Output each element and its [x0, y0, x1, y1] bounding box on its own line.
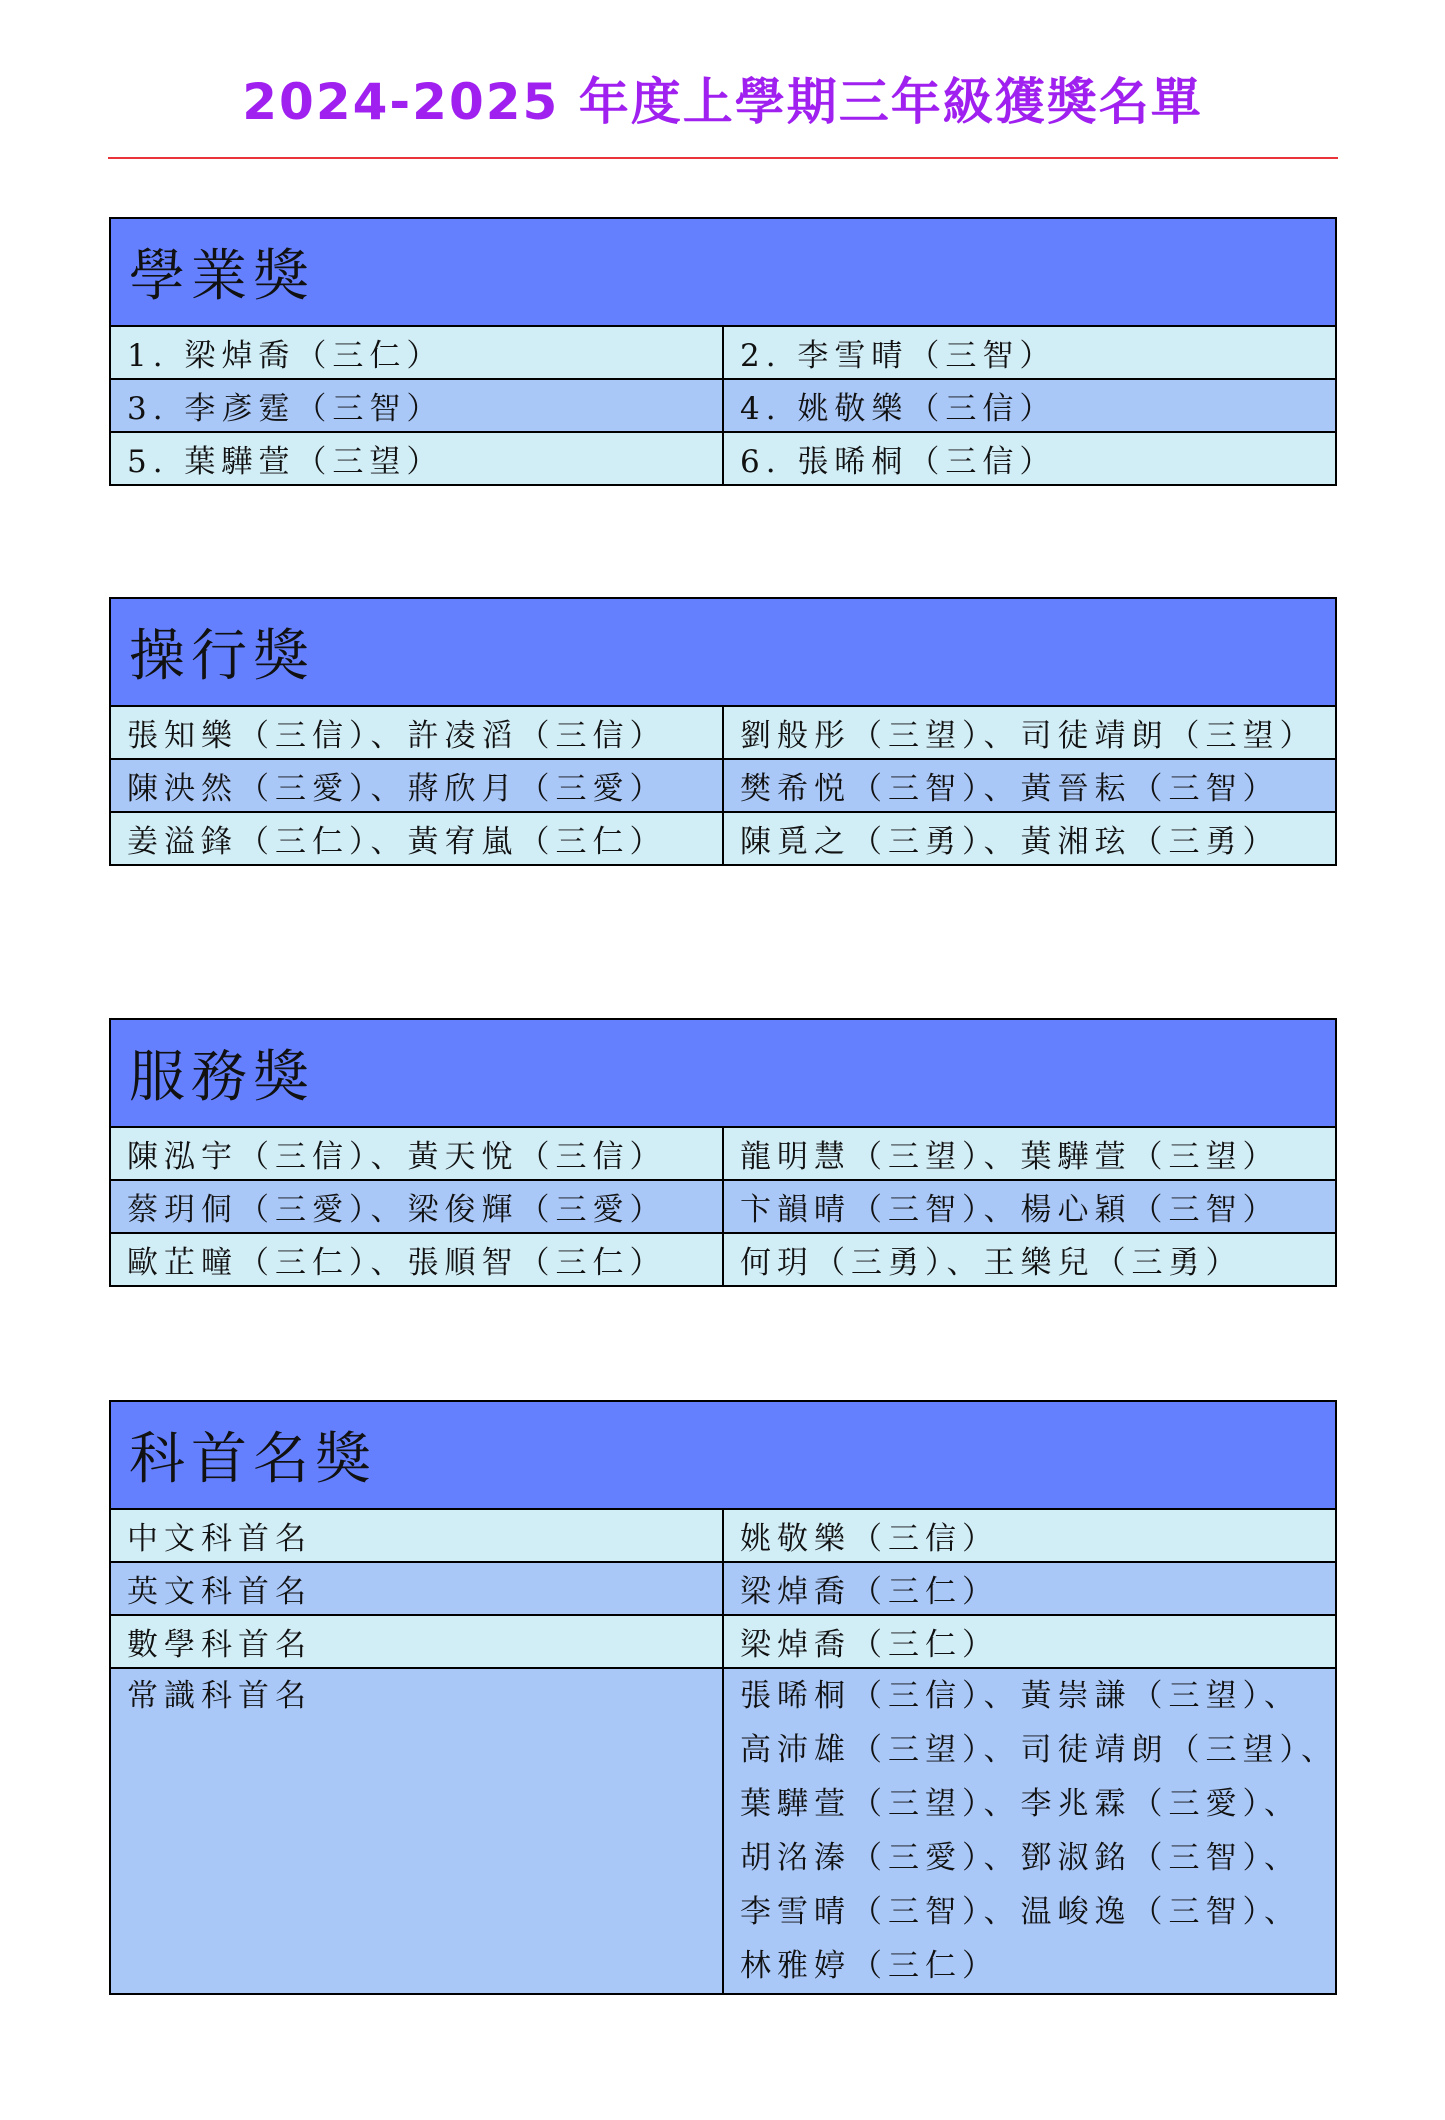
academic-award-table — [109, 217, 1337, 486]
table-row — [110, 1668, 1336, 1994]
award-cell: 劉般彤（三望）、司徒靖朗（三望） — [723, 706, 1336, 759]
table-row — [110, 1615, 1336, 1668]
award-cell: 2. 李雪晴（三智） — [723, 326, 1336, 379]
award-cell: 陳泱然（三愛）、蔣欣月（三愛） — [110, 759, 723, 812]
academic-award-heading: 學業獎 — [110, 218, 1336, 326]
award-cell: 姜溢鋒（三仁）、黃宥嵐（三仁） — [110, 812, 723, 865]
award-cell: 5. 葉驊萱（三望） — [110, 432, 723, 485]
table-row — [110, 812, 1336, 865]
award-cell: 張知樂（三信）、許凌滔（三信） — [110, 706, 723, 759]
table-row — [110, 1509, 1336, 1562]
winner-line: 李雪晴（三智）、温峻逸（三智）、 — [740, 1894, 1301, 1930]
winner-list-cell — [723, 1668, 1336, 1994]
service-award-table — [109, 1018, 1337, 1287]
table-row — [110, 1562, 1336, 1615]
conduct-award-table — [109, 597, 1337, 866]
table-row — [110, 326, 1336, 379]
page-title: 2024-2025 年度上學期三年級獲獎名單 — [242, 73, 1203, 131]
table-row — [110, 1233, 1336, 1286]
award-cell: 陳泓宇（三信）、黃天悅（三信） — [110, 1127, 723, 1180]
subject-cell: 英文科首名 — [110, 1562, 723, 1615]
award-cell: 樊希悦（三智）、黃晉耘（三智） — [723, 759, 1336, 812]
winner-line: 張晞桐（三信）、黃崇謙（三望）、 — [740, 1678, 1301, 1714]
subject-top-award-table — [109, 1400, 1337, 1995]
winner-line: 高沛雄（三望）、司徒靖朗（三望）、 — [740, 1732, 1338, 1768]
award-cell: 4. 姚敬樂（三信） — [723, 379, 1336, 432]
winner-cell: 梁焯喬（三仁） — [723, 1562, 1336, 1615]
award-cell: 1. 梁焯喬（三仁） — [110, 326, 723, 379]
winner-line: 葉驊萱（三望）、李兆霖（三愛）、 — [740, 1786, 1301, 1822]
award-cell: 何玥（三勇）、王樂兒（三勇） — [723, 1233, 1336, 1286]
winner-cell: 梁焯喬（三仁） — [723, 1615, 1336, 1668]
award-cell: 陳覓之（三勇）、黃湘玹（三勇） — [723, 812, 1336, 865]
winner-line: 林雅婷（三仁） — [740, 1948, 999, 1984]
service-award-heading: 服務獎 — [110, 1019, 1336, 1127]
table-row — [110, 379, 1336, 432]
subject-top-award-heading: 科首名獎 — [110, 1401, 1336, 1509]
subject-cell: 中文科首名 — [110, 1509, 723, 1562]
award-cell: 歐芷疃（三仁）、張順智（三仁） — [110, 1233, 723, 1286]
table-row — [110, 432, 1336, 485]
table-row — [110, 1180, 1336, 1233]
award-cell: 蔡玥侗（三愛）、梁俊輝（三愛） — [110, 1180, 723, 1233]
award-cell: 龍明慧（三望）、葉驊萱（三望） — [723, 1127, 1336, 1180]
award-cell: 6. 張晞桐（三信） — [723, 432, 1336, 485]
award-cell: 3. 李彥霆（三智） — [110, 379, 723, 432]
table-row — [110, 759, 1336, 812]
table-row — [110, 1127, 1336, 1180]
title-underline — [108, 157, 1338, 159]
conduct-award-heading: 操行獎 — [110, 598, 1336, 706]
winner-cell: 姚敬樂（三信） — [723, 1509, 1336, 1562]
award-cell: 卞韻晴（三智）、楊心穎（三智） — [723, 1180, 1336, 1233]
table-row — [110, 706, 1336, 759]
winner-line: 胡洺溱（三愛）、鄧淑銘（三智）、 — [740, 1840, 1301, 1876]
subject-cell: 常識科首名 — [110, 1668, 723, 1994]
subject-cell: 數學科首名 — [110, 1615, 723, 1668]
